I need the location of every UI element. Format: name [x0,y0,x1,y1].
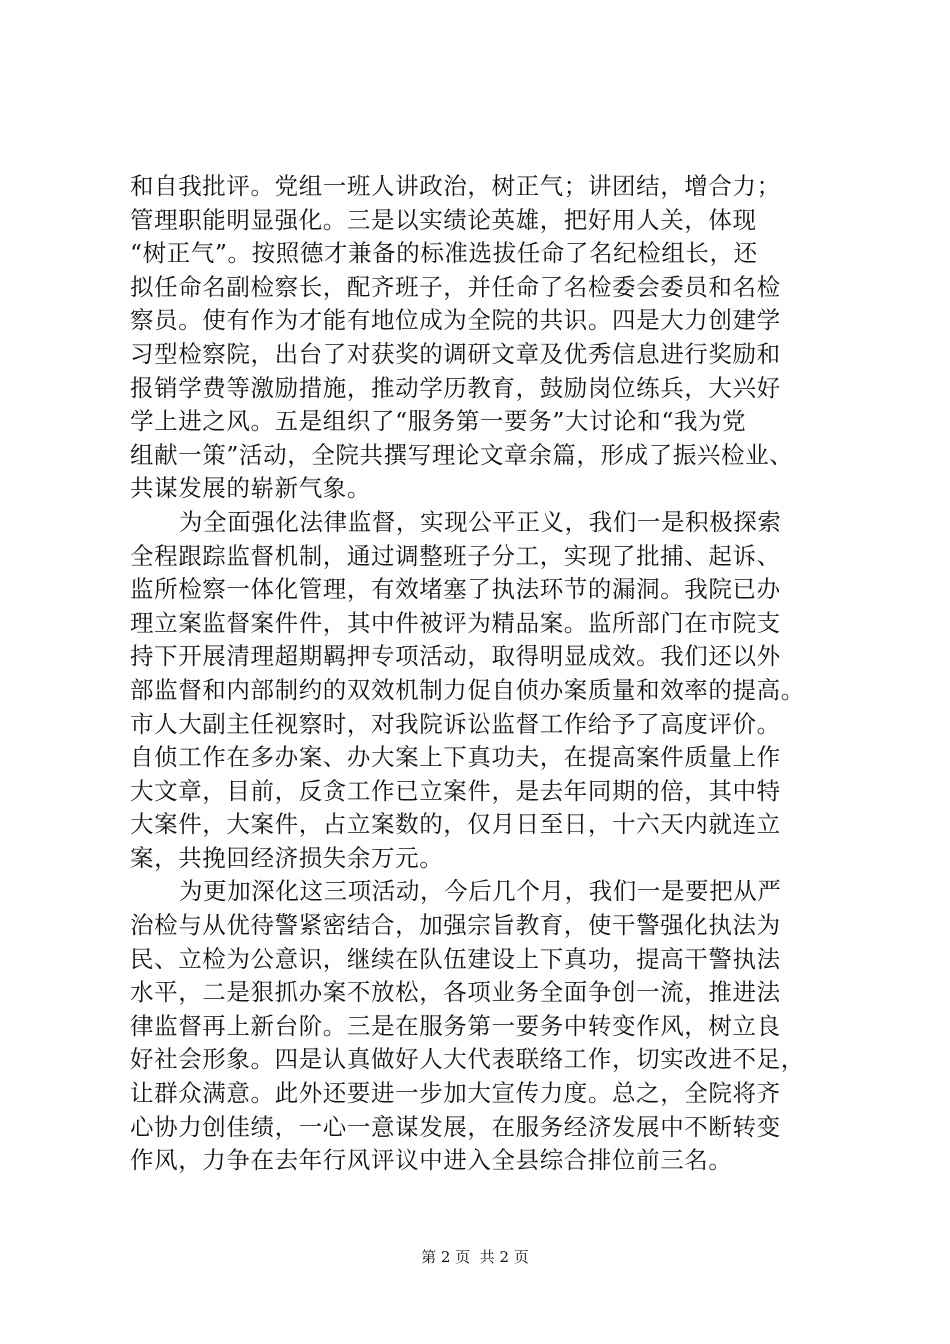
text-line: 心协力创佳绩，一心一意谋发展，在服务经济发展中不断转变 [130,1112,781,1141]
text-line: 水平，二是狠抓办案不放松，各项业务全面争创一流，推进法 [130,978,781,1007]
text-line: 习型检察院，出台了对获奖的调研文章及优秀信息进行奖励和 [130,339,781,368]
text-line: 民、立检为公意识，继续在队伍建设上下真功，提高干警执法 [130,944,781,973]
paragraph-first-line: 为更加深化这三项活动，今后几个月，我们一是要把从严 [179,877,782,906]
text-line: 管理职能明显强化。三是以实绩论英雄，把好用人关，体现 [130,205,757,234]
text-line: 大案件，大案件，占立案数的，仅月日至日，十六天内就连立 [130,810,781,839]
text-line: 作风，力争在去年行风评议中进入全县综合排位前三名。 [130,1146,733,1175]
page-number-footer: 第 2 页 共 2 页 [421,1248,529,1266]
text-line: 自侦工作在多办案、办大案上下真功夫，在提高案件质量上作 [130,743,781,772]
text-line: 学上进之风。五是组织了“服务第一要务”大讨论和“我为党 [130,407,747,436]
text-line: 大文章，目前，反贪工作已立案件，是去年同期的倍，其中特 [130,776,781,805]
text-line: 律监督再上新台阶。三是在服务第一要务中转变作风，树立良 [130,1011,781,1040]
text-line: 治检与从优待警紧密结合，加强宗旨教育，使干警强化执法为 [130,911,781,940]
text-line: 察员。使有作为才能有地位成为全院的共识。四是大力创建学 [130,306,781,335]
document-body [130,170,840,1178]
paragraph-first-line: 为全面强化法律监督，实现公平正义，我们一是积极探索 [179,507,782,536]
text-line: 案，共挽回经济损失余万元。 [130,843,444,872]
text-line: “树正气”。按照德才兼备的标准选拔任命了名纪检组长，还 [130,239,758,268]
text-line: 持下开展清理超期羁押专项活动，取得明显成效。我们还以外 [130,642,781,671]
text-line: 共谋发展的崭新气象。 [130,474,371,503]
text-line: 拟任命名副检察长，配齐班子，并任命了名检委会委员和名检 [130,272,781,301]
text-line: 让群众满意。此外还要进一步加大宣传力度。总之，全院将齐 [130,1079,781,1108]
text-line: 全程跟踪监督机制，通过调整班子分工，实现了批捕、起诉、 [130,541,781,570]
text-line: 部监督和内部制约的双效机制力促自侦办案质量和效率的提高。 [130,675,805,704]
text-line: 市人大副主任视察时，对我院诉讼监督工作给予了高度评价。 [130,709,781,738]
text-line: 监所检察一体化管理，有效堵塞了执法环节的漏洞。我院已办 [130,575,781,604]
text-line: 报销学费等激励措施，推动学历教育，鼓励岗位练兵，大兴好 [130,373,781,402]
text-line: 好社会形象。四是认真做好人大代表联络工作，切实改进不足， [130,1045,805,1074]
text-line: 组献一策”活动，全院共撰写理论文章余篇，形成了振兴检业、 [130,440,794,469]
text-line: 理立案监督案件件，其中件被评为精品案。监所部门在市院支 [130,608,781,637]
text-line: 和自我批评。党组一班人讲政治，树正气；讲团结，增合力； [130,172,781,200]
